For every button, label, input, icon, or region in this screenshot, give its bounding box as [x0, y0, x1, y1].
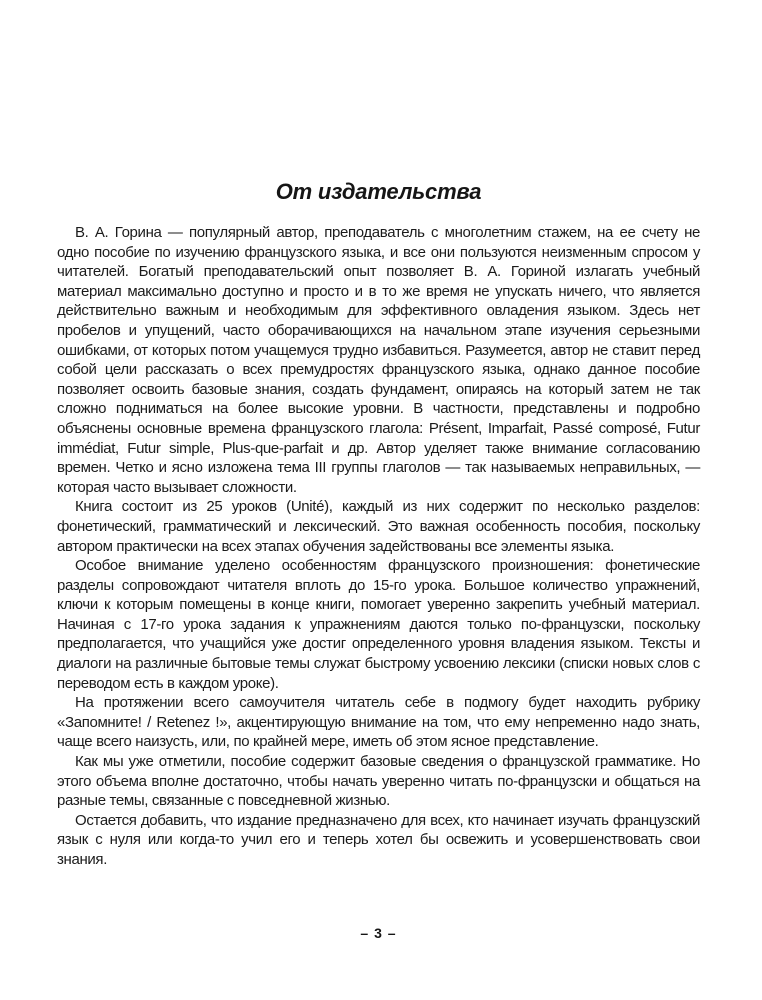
paragraph: На протяжении всего самоучителя читатель себе в подмогу будет находить рубрику «Запомните! / Retenez !», акцентирующую внимание на том, что ему непременно надо знать, чаще всего наизусть, или, по крайней мере, иметь об этом ясное представление. — [57, 694, 700, 751]
paragraph: Как мы уже отметили, пособие содержит базовые сведения о французской грамматике. Но этого объема вполне достаточно, чтобы начать уверенно читать по-французски и общаться на разные темы, связанные с повседневной жизнью. — [57, 753, 700, 810]
paragraph: Книга состоит из 25 уроков (Unité), каждый из них содержит по несколько разделов: фонетический, грамматический и лексический. Это важная особенность пособия, поскольку автором практически на всех этапах обучения задействованы все элементы языка. — [57, 498, 700, 555]
paragraph: Остается добавить, что издание предназначено для всех, кто начинает изучать французский язык с нуля или когда-то учил его и теперь хотел бы освежить и усовершенствовать свои знания. — [57, 811, 700, 868]
page-number: – 3 – — [360, 925, 397, 941]
paragraph: В. А. Горина — популярный автор, преподаватель с многолетним стажем, на ее счету не одно пособие по изучению французского языка, и все они пользуются неизменным спросом у читателей. Богатый преподавательский опыт позволяет В. А. Гориной излагать учебный материал максимально доступно и просто и в то же время не упускать ничего, что является действительно важным и необходимым для эффективного овладения языком. Здесь нет пробелов и упущений, часто оборачивающихся на начальном этапе изучения серьезными ошибками, от которых потом учащемуся трудно избавиться. Разумеется, автор не ставит перед собой цели рассказать о всех премудростях французского языка, однако данное пособие позволяет освоить базовые знания, создать фундамент, опираясь на который затем не так сложно подниматься на более высокие уровни. В частности, представлены и подробно объяснены основные времена французского глагола: Présent, Imparfait, Passé composé, Futur immédiat, Futur simple, Plus-que-parfait и др. Автор уделяет также внимание согласованию времен. Четко и ясно изложена тема III группы глаголов — так называемых неправильных, — которая часто вызывает сложности. — [57, 224, 700, 496]
body-text — [57, 223, 700, 870]
paragraph: Особое внимание уделено особенностям французского произношения: фонетические разделы сопровождают читателя вплоть до 15-го урока. Большое количество упражнений, ключи к которым помещены в конце книги, помогает уверенно закрепить учебный материал. Начиная с 17-го урока задания к упражнениям даются только по-французски, поскольку предполагается, что учащийся уже достиг определенного уровня владения языком. Тексты и диалоги на различные бытовые темы служат быстрому усвоению лексики (списки новых слов с переводом есть в каждом уроке). — [57, 557, 700, 692]
page-title: От издательства — [275, 179, 482, 204]
